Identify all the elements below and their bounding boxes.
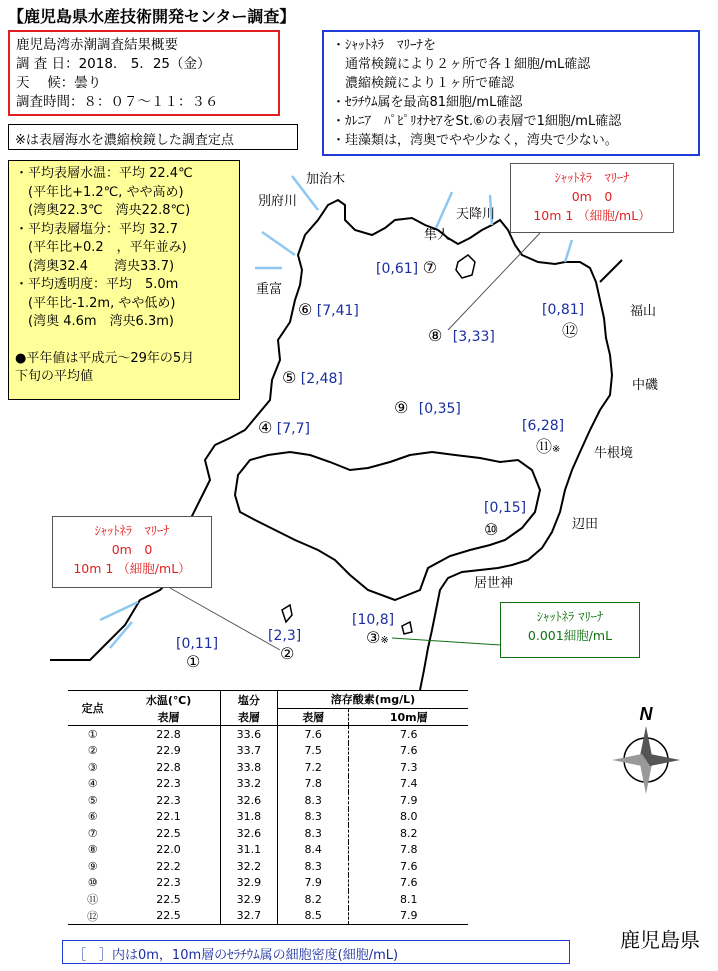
table-cell: 22.8	[156, 760, 181, 774]
callout-species: ｼｬｯﾄﾈﾗ ﾏﾘｰﾅ	[554, 170, 630, 185]
station-11-values: [6,28]	[522, 418, 565, 434]
station-8-marker: ⑧	[428, 326, 443, 345]
table-cell: ⑤	[87, 793, 98, 807]
table-cell: 8.4	[277, 842, 348, 859]
table-cell: 7.6	[277, 726, 348, 743]
station-9-marker: ⑨	[394, 398, 409, 417]
finding-line: ・珪藻類は，湾奥でやや少なく，湾央で少ない。	[332, 133, 618, 148]
station-4-values: [7,7]	[276, 421, 310, 437]
table-cell: 8.0	[349, 809, 468, 826]
stat-line: (湾奥32.4 湾央33.7)	[15, 258, 175, 274]
place-kajiki: 加治木	[306, 172, 346, 187]
table-cell: 8.3	[277, 825, 348, 842]
callout-density: 0.001細胞/mL	[527, 628, 613, 643]
table-cell: 22.8	[156, 727, 181, 741]
table-cell: 7.2	[277, 759, 348, 776]
table-cell: 7.9	[349, 908, 468, 925]
callout-chattonella-north	[510, 163, 674, 233]
compass-rose-icon	[606, 700, 686, 800]
th-oxygen-10m: 10m層	[349, 708, 468, 726]
stat-line: (湾奥 4.6m 湾央6.3m)	[15, 314, 174, 329]
table-cell: 7.8	[349, 842, 468, 859]
callout-10m: 10m 1 （細胞/mL）	[533, 208, 651, 223]
station-9	[394, 398, 461, 417]
table-cell: ⑨	[87, 859, 98, 873]
th-oxygen: 溶存酸素(mg/L)	[277, 691, 468, 709]
table-cell: ⑩	[87, 876, 98, 890]
station-8-values: [3,33]	[452, 329, 495, 345]
table-row	[68, 858, 468, 875]
finding-line: ・ｶﾚﾆｱ ﾊﾟﾋﾟﾘｵﾅｾｱをSt.⑥の表層で1細胞/mL確認	[332, 114, 622, 129]
table-row	[68, 891, 468, 908]
summary-date: 調 査 日：2018． 5．25（金）	[16, 56, 211, 72]
station-4-marker: ④	[258, 418, 273, 437]
marker-line-east	[600, 260, 622, 282]
table-row	[68, 743, 468, 760]
station-1-values: [0,11]	[176, 636, 219, 652]
table-cell: ⑫	[87, 909, 99, 923]
concentration-mark: ※	[380, 635, 389, 646]
station-3	[352, 612, 394, 647]
table-cell: 22.3	[156, 876, 181, 890]
th-salinity: 塩分	[220, 691, 277, 709]
table-row	[68, 875, 468, 892]
stat-line	[15, 332, 233, 350]
island-south2	[402, 622, 412, 634]
station-2	[268, 628, 301, 663]
place-isejin: 居世神	[474, 576, 514, 591]
table-cell: 7.4	[349, 776, 468, 793]
table-row	[68, 776, 468, 793]
table-cell: 8.5	[277, 908, 348, 925]
table-cell: 22.5	[156, 826, 181, 840]
station-10	[484, 500, 526, 539]
table-cell: 8.1	[349, 891, 468, 908]
table-cell: 33.2	[220, 776, 277, 793]
station-1-marker: ①	[186, 652, 201, 671]
table-row	[68, 792, 468, 809]
station-11-marker: ⑪	[536, 437, 553, 456]
stat-line: ・平均透明度：平均 5.0m	[15, 277, 179, 292]
leader-top	[448, 233, 540, 330]
prefecture-label: 鹿児島県	[620, 928, 700, 952]
station-12-values: [0,81]	[542, 302, 585, 318]
th-salinity-surface: 表層	[220, 708, 277, 726]
table-cell: ⑧	[87, 843, 98, 857]
table-cell: 8.2	[349, 825, 468, 842]
finding-line: ・ｾﾗﾁｳﾑ属を最高81細胞/mL確認	[332, 95, 523, 110]
th-temp: 水温(℃)	[145, 693, 192, 707]
survey-summary-box	[8, 30, 280, 116]
table-cell: 7.9	[349, 792, 468, 809]
table-cell: 33.7	[220, 743, 277, 760]
station-7-values: [0,61]	[376, 261, 419, 277]
station-10-marker: ⑩	[484, 520, 499, 539]
island-north	[456, 255, 475, 278]
table-cell: ②	[87, 744, 98, 758]
place-nakaiso: 中磯	[632, 378, 659, 393]
callout-0m: 0m 0	[111, 542, 153, 557]
callout-chattonella-concentrated	[500, 602, 640, 658]
table-cell: ⑦	[87, 826, 98, 840]
finding-line: 通常検鏡により２ヶ所で各１細胞/mL確認	[332, 57, 591, 72]
stat-line: 下旬の平均値	[15, 369, 94, 384]
place-amori-river: 天降川	[456, 207, 496, 222]
callout-chattonella-southwest	[52, 516, 212, 588]
table-cell: 8.3	[277, 792, 348, 809]
station-3-values: [10,8]	[352, 612, 395, 628]
table-cell: 33.8	[220, 759, 277, 776]
table-cell: 32.9	[220, 891, 277, 908]
table-row	[68, 726, 468, 743]
table-cell: 7.8	[277, 776, 348, 793]
table-cell: 32.2	[220, 858, 277, 875]
table-cell: ③	[87, 760, 98, 774]
finding-line: ・ｼｬｯﾄﾈﾗ ﾏﾘｰﾅを	[332, 38, 437, 53]
table-row	[68, 908, 468, 925]
table-row	[68, 825, 468, 842]
table-cell: 33.6	[220, 726, 277, 743]
table-cell: 32.7	[220, 908, 277, 925]
compass-north-label: N	[639, 704, 653, 724]
callout-species: ｼｬｯﾄﾈﾗ ﾏﾘｰﾅ	[94, 523, 170, 538]
station-4	[258, 418, 310, 437]
average-stats-box	[8, 160, 240, 400]
table-cell: 7.6	[349, 858, 468, 875]
table-cell: 22.9	[156, 744, 181, 758]
table-row	[68, 842, 468, 859]
table-cell: 22.0	[156, 843, 181, 857]
place-shigetomi: 重富	[256, 282, 283, 297]
leader-right	[392, 638, 500, 645]
stat-line: ●平年値は平成元～29年の5月	[15, 350, 195, 366]
table-cell: 8.2	[277, 891, 348, 908]
table-cell: ⑪	[87, 893, 99, 907]
station-7-marker: ⑦	[422, 258, 437, 277]
stat-line: (湾奥22.3℃ 湾央22.8℃)	[15, 203, 191, 218]
station-1	[176, 636, 218, 671]
table-cell: 7.6	[349, 743, 468, 760]
stat-line: (平年比+0.2 ，平年並み)	[15, 240, 187, 255]
findings-box	[322, 30, 700, 156]
summary-weather: 天 候：曇り	[16, 75, 102, 91]
stat-line: (平年比-1.2m, やや低め)	[15, 295, 176, 311]
station-10-values: [0,15]	[484, 500, 527, 516]
station-11	[522, 418, 564, 457]
table-cell: 8.3	[277, 809, 348, 826]
station-12-marker: ⑫	[562, 321, 579, 340]
page-title: 【鹿児島県水産技術開発センター調査】	[8, 7, 296, 26]
stat-line: (平年比+1.2℃, やや高め)	[15, 184, 184, 200]
table-row	[68, 759, 468, 776]
station-9-values: [0,35]	[418, 401, 461, 417]
table-cell: 31.1	[220, 842, 277, 859]
station-5	[282, 368, 343, 387]
callout-0m: 0m 0	[571, 189, 613, 204]
stat-line: ・平均表層塩分：平均 32.7	[15, 221, 179, 237]
station-6	[298, 300, 359, 319]
station-data-table	[68, 690, 468, 925]
callout-10m: 10m 1 （細胞/mL）	[73, 561, 191, 576]
stat-line: ・平均表層水温：平均 22.4℃	[15, 166, 193, 181]
island-south	[282, 605, 292, 622]
place-ushinekyo: 牛根境	[594, 446, 634, 461]
table-cell: 32.9	[220, 875, 277, 892]
place-hayato: 隼人	[424, 228, 451, 243]
station-6-values: [7,41]	[316, 303, 359, 319]
table-cell: ⑥	[87, 810, 98, 824]
table-cell: 32.6	[220, 825, 277, 842]
table-cell: ④	[87, 777, 98, 791]
station-6-marker: ⑥	[298, 300, 313, 319]
table-cell: 22.1	[156, 810, 181, 824]
place-henda: 辺田	[572, 517, 599, 532]
table-body	[68, 726, 468, 925]
table-cell: 22.5	[156, 909, 181, 923]
callout-species: ｼｬｯﾄﾈﾗ ﾏﾘｰﾅ	[536, 609, 604, 624]
table-cell: 32.6	[220, 792, 277, 809]
table-cell: 31.8	[220, 809, 277, 826]
station-12	[542, 302, 584, 341]
station-7	[376, 258, 437, 277]
th-station: 定点	[68, 691, 117, 726]
table-cell: 22.3	[156, 777, 181, 791]
table-cell: 7.5	[277, 743, 348, 760]
table-cell: 7.6	[349, 875, 468, 892]
table-cell: 7.9	[277, 875, 348, 892]
th-oxygen-surface: 表層	[277, 708, 348, 726]
station-3-marker: ③	[366, 628, 381, 647]
legend-box: ［ ］内は0m，10m層のｾﾗﾁｳﾑ属の細胞密度(細胞/mL)	[62, 940, 570, 964]
table-cell: 8.3	[277, 858, 348, 875]
table-cell: 22.5	[156, 892, 181, 906]
station-5-values: [2,48]	[300, 371, 343, 387]
table-cell: 7.6	[349, 726, 468, 743]
table-cell: 7.3	[349, 759, 468, 776]
table-row	[68, 809, 468, 826]
table-cell: 22.3	[156, 793, 181, 807]
concentration-mark: ※	[552, 444, 561, 455]
place-beppu-river: 別府川	[258, 194, 298, 209]
station-8	[428, 326, 495, 345]
table-cell: 22.2	[156, 859, 181, 873]
concentration-note: ※は表層海水を濃縮検鏡した調査定点	[8, 124, 298, 150]
table-cell: ①	[87, 727, 98, 741]
station-2-values: [2,3]	[268, 628, 302, 644]
summary-time: 調査時間：８：０７～１１：３６	[16, 94, 219, 110]
station-5-marker: ⑤	[282, 368, 297, 387]
place-fukuyama: 福山	[630, 304, 657, 319]
summary-heading: 鹿児島湾赤潮調査結果概要	[16, 37, 178, 53]
finding-line: 濃縮検鏡により１ヶ所で確認	[332, 76, 515, 91]
th-temp-surface: 表層	[157, 710, 180, 724]
station-2-marker: ②	[280, 644, 295, 663]
